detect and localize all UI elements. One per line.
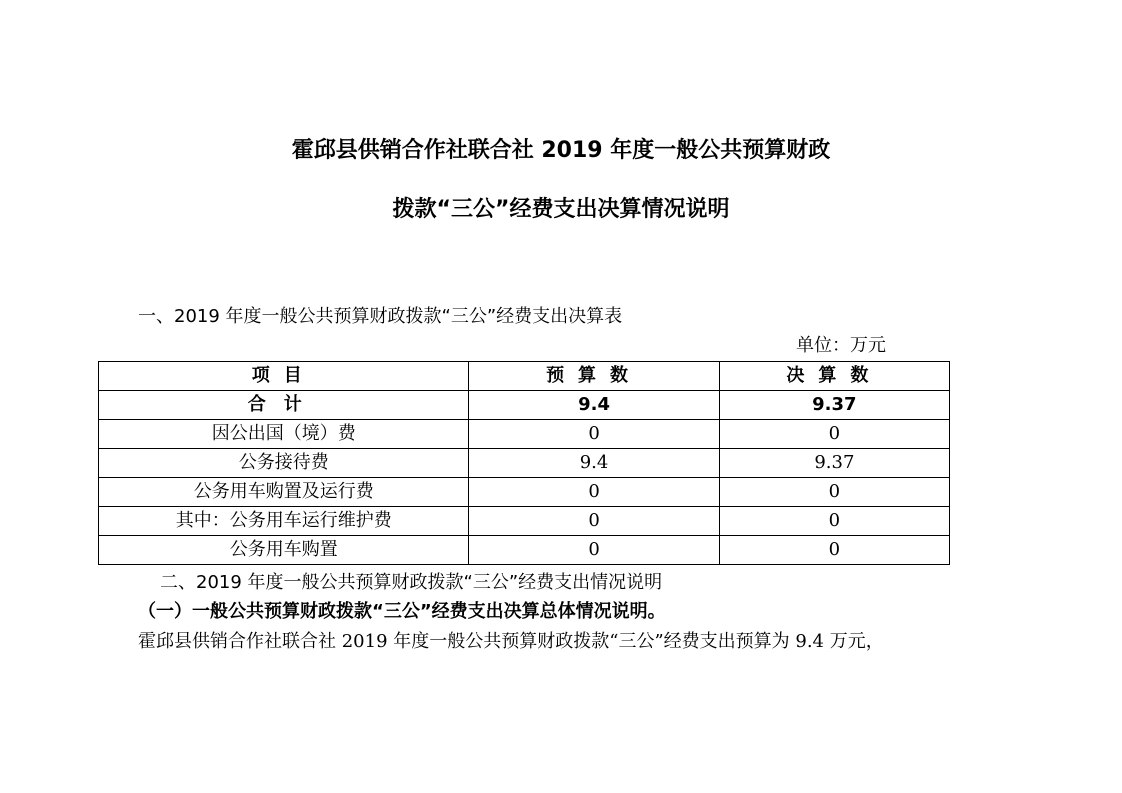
table-row [99, 478, 950, 507]
paragraph-1: 霍邱县供销合作社联合社 2019 年度一般公共预算财政拨款“三公”经费支出预算为 9.4 万元， [138, 631, 884, 652]
subsection-1-heading: （一）一般公共预算财政拨款“三公”经费支出决算总体情况说明。 [138, 601, 666, 622]
row-item: 公务接待费 [99, 449, 469, 478]
row-final: 9.37 [719, 391, 949, 420]
section-1-heading: 一、2019 年度一般公共预算财政拨款“三公”经费支出决算表 [138, 306, 623, 327]
unit-label: 单位：万元 [796, 335, 886, 356]
document-title-line-2: 拨款“三公”经费支出决算情况说明 [392, 197, 730, 222]
section-2-heading: 二、2019 年度一般公共预算财政拨款“三公”经费支出情况说明 [160, 572, 663, 593]
row-item: 因公出国（境）费 [99, 420, 469, 449]
row-final: 0 [719, 420, 949, 449]
row-final: 9.37 [719, 449, 949, 478]
row-item: 其中：公务用车运行维护费 [99, 507, 469, 536]
row-item: 公务用车购置及运行费 [99, 478, 469, 507]
document-title-line-1: 霍邱县供销合作社联合社 2019 年度一般公共预算财政 [291, 138, 831, 163]
row-budget: 9.4 [469, 449, 719, 478]
row-item: 公务用车购置 [99, 536, 469, 565]
table-row [99, 507, 950, 536]
row-budget: 0 [469, 536, 719, 565]
table-row [99, 449, 950, 478]
table-row [99, 536, 950, 565]
row-final: 0 [719, 507, 949, 536]
three-public-expenses-table [98, 361, 950, 565]
column-header-budget: 预算数 [469, 362, 719, 391]
row-budget: 9.4 [469, 391, 719, 420]
row-budget: 0 [469, 420, 719, 449]
row-final: 0 [719, 478, 949, 507]
row-budget: 0 [469, 478, 719, 507]
row-item: 合计 [99, 391, 469, 420]
column-header-final: 决算数 [719, 362, 949, 391]
table-row [99, 420, 950, 449]
row-budget: 0 [469, 507, 719, 536]
table-row-total [99, 391, 950, 420]
column-header-item: 项目 [99, 362, 469, 391]
table-header-row [99, 362, 950, 391]
row-final: 0 [719, 536, 949, 565]
